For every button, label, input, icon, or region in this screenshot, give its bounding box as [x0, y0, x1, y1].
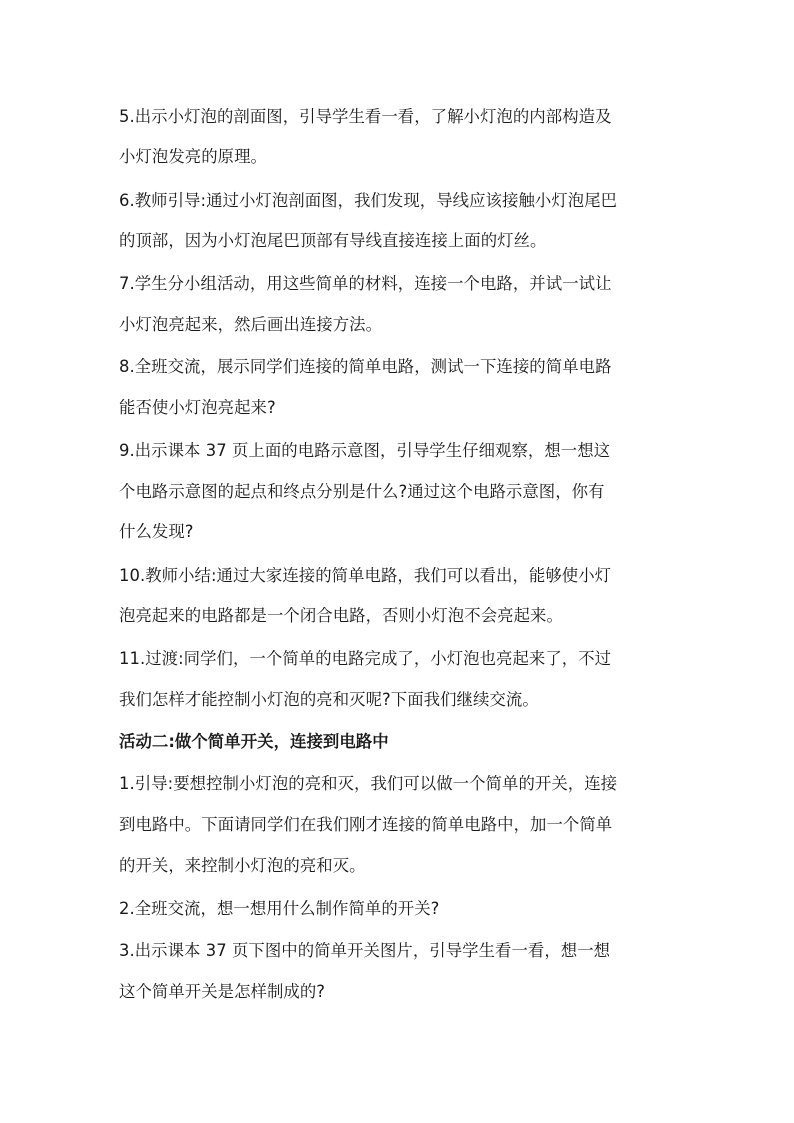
text-line: 个电路示意图的起点和终点分别是什么?通过这个电路示意图，你有 — [119, 482, 605, 501]
text-line: 9.出示课本 37 页上面的电路示意图，引导学生仔细观察，想一想这 — [119, 441, 611, 460]
text-line: 10.教师小结:通过大家连接的简单电路，我们可以看出，能够使小灯 — [119, 566, 612, 585]
text-line: 到电路中。下面请同学们在我们刚才连接的简单电路中，加一个简单 — [119, 815, 613, 834]
text-line: 的顶部，因为小灯泡尾巴顶部有导线直接连接上面的灯丝。 — [119, 231, 547, 250]
section-heading: 活动二:做个简单开关，连接到电路中 — [119, 732, 389, 751]
text-line: 能否使小灯泡亮起来? — [119, 398, 276, 417]
text-line: 1.引导:要想控制小灯泡的亮和灭，我们可以做一个简单的开关，连接 — [119, 774, 618, 793]
text-line: 11.过渡:同学们，一个简单的电路完成了，小灯泡也亮起来了，不过 — [119, 649, 612, 668]
text-line: 6.教师引导:通过小灯泡剖面图，我们发现，导线应该接触小灯泡尾巴 — [119, 191, 618, 210]
text-line: 7.学生分小组活动，用这些简单的材料，连接一个电路，并试一试让 — [119, 274, 612, 293]
text-line: 什么发现? — [119, 522, 194, 541]
text-line: 我们怎样才能控制小灯泡的亮和灭呢?下面我们继续交流。 — [119, 690, 539, 709]
text-line: 8.全班交流，展示同学们连接的简单电路，测试一下连接的简单电路 — [119, 357, 612, 376]
text-line: 泡亮起来的电路都是一个闭合电路，否则小灯泡不会亮起来。 — [119, 606, 563, 625]
text-line: 这个简单开关是怎样制成的? — [119, 982, 326, 1001]
text-line: 的开关，来控制小灯泡的亮和灭。 — [119, 856, 366, 875]
text-line: 小灯泡发亮的原理。 — [119, 147, 267, 166]
text-line: 3.出示课本 37 页下图中的简单开关图片，引导学生看一看，想一想 — [119, 941, 611, 960]
text-line: 小灯泡亮起来，然后画出连接方法。 — [119, 315, 383, 334]
text-line: 5.出示小灯泡的剖面图，引导学生看一看，了解小灯泡的内部构造及 — [119, 107, 612, 126]
text-line: 2.全班交流，想一想用什么制作简单的开关? — [119, 899, 440, 918]
